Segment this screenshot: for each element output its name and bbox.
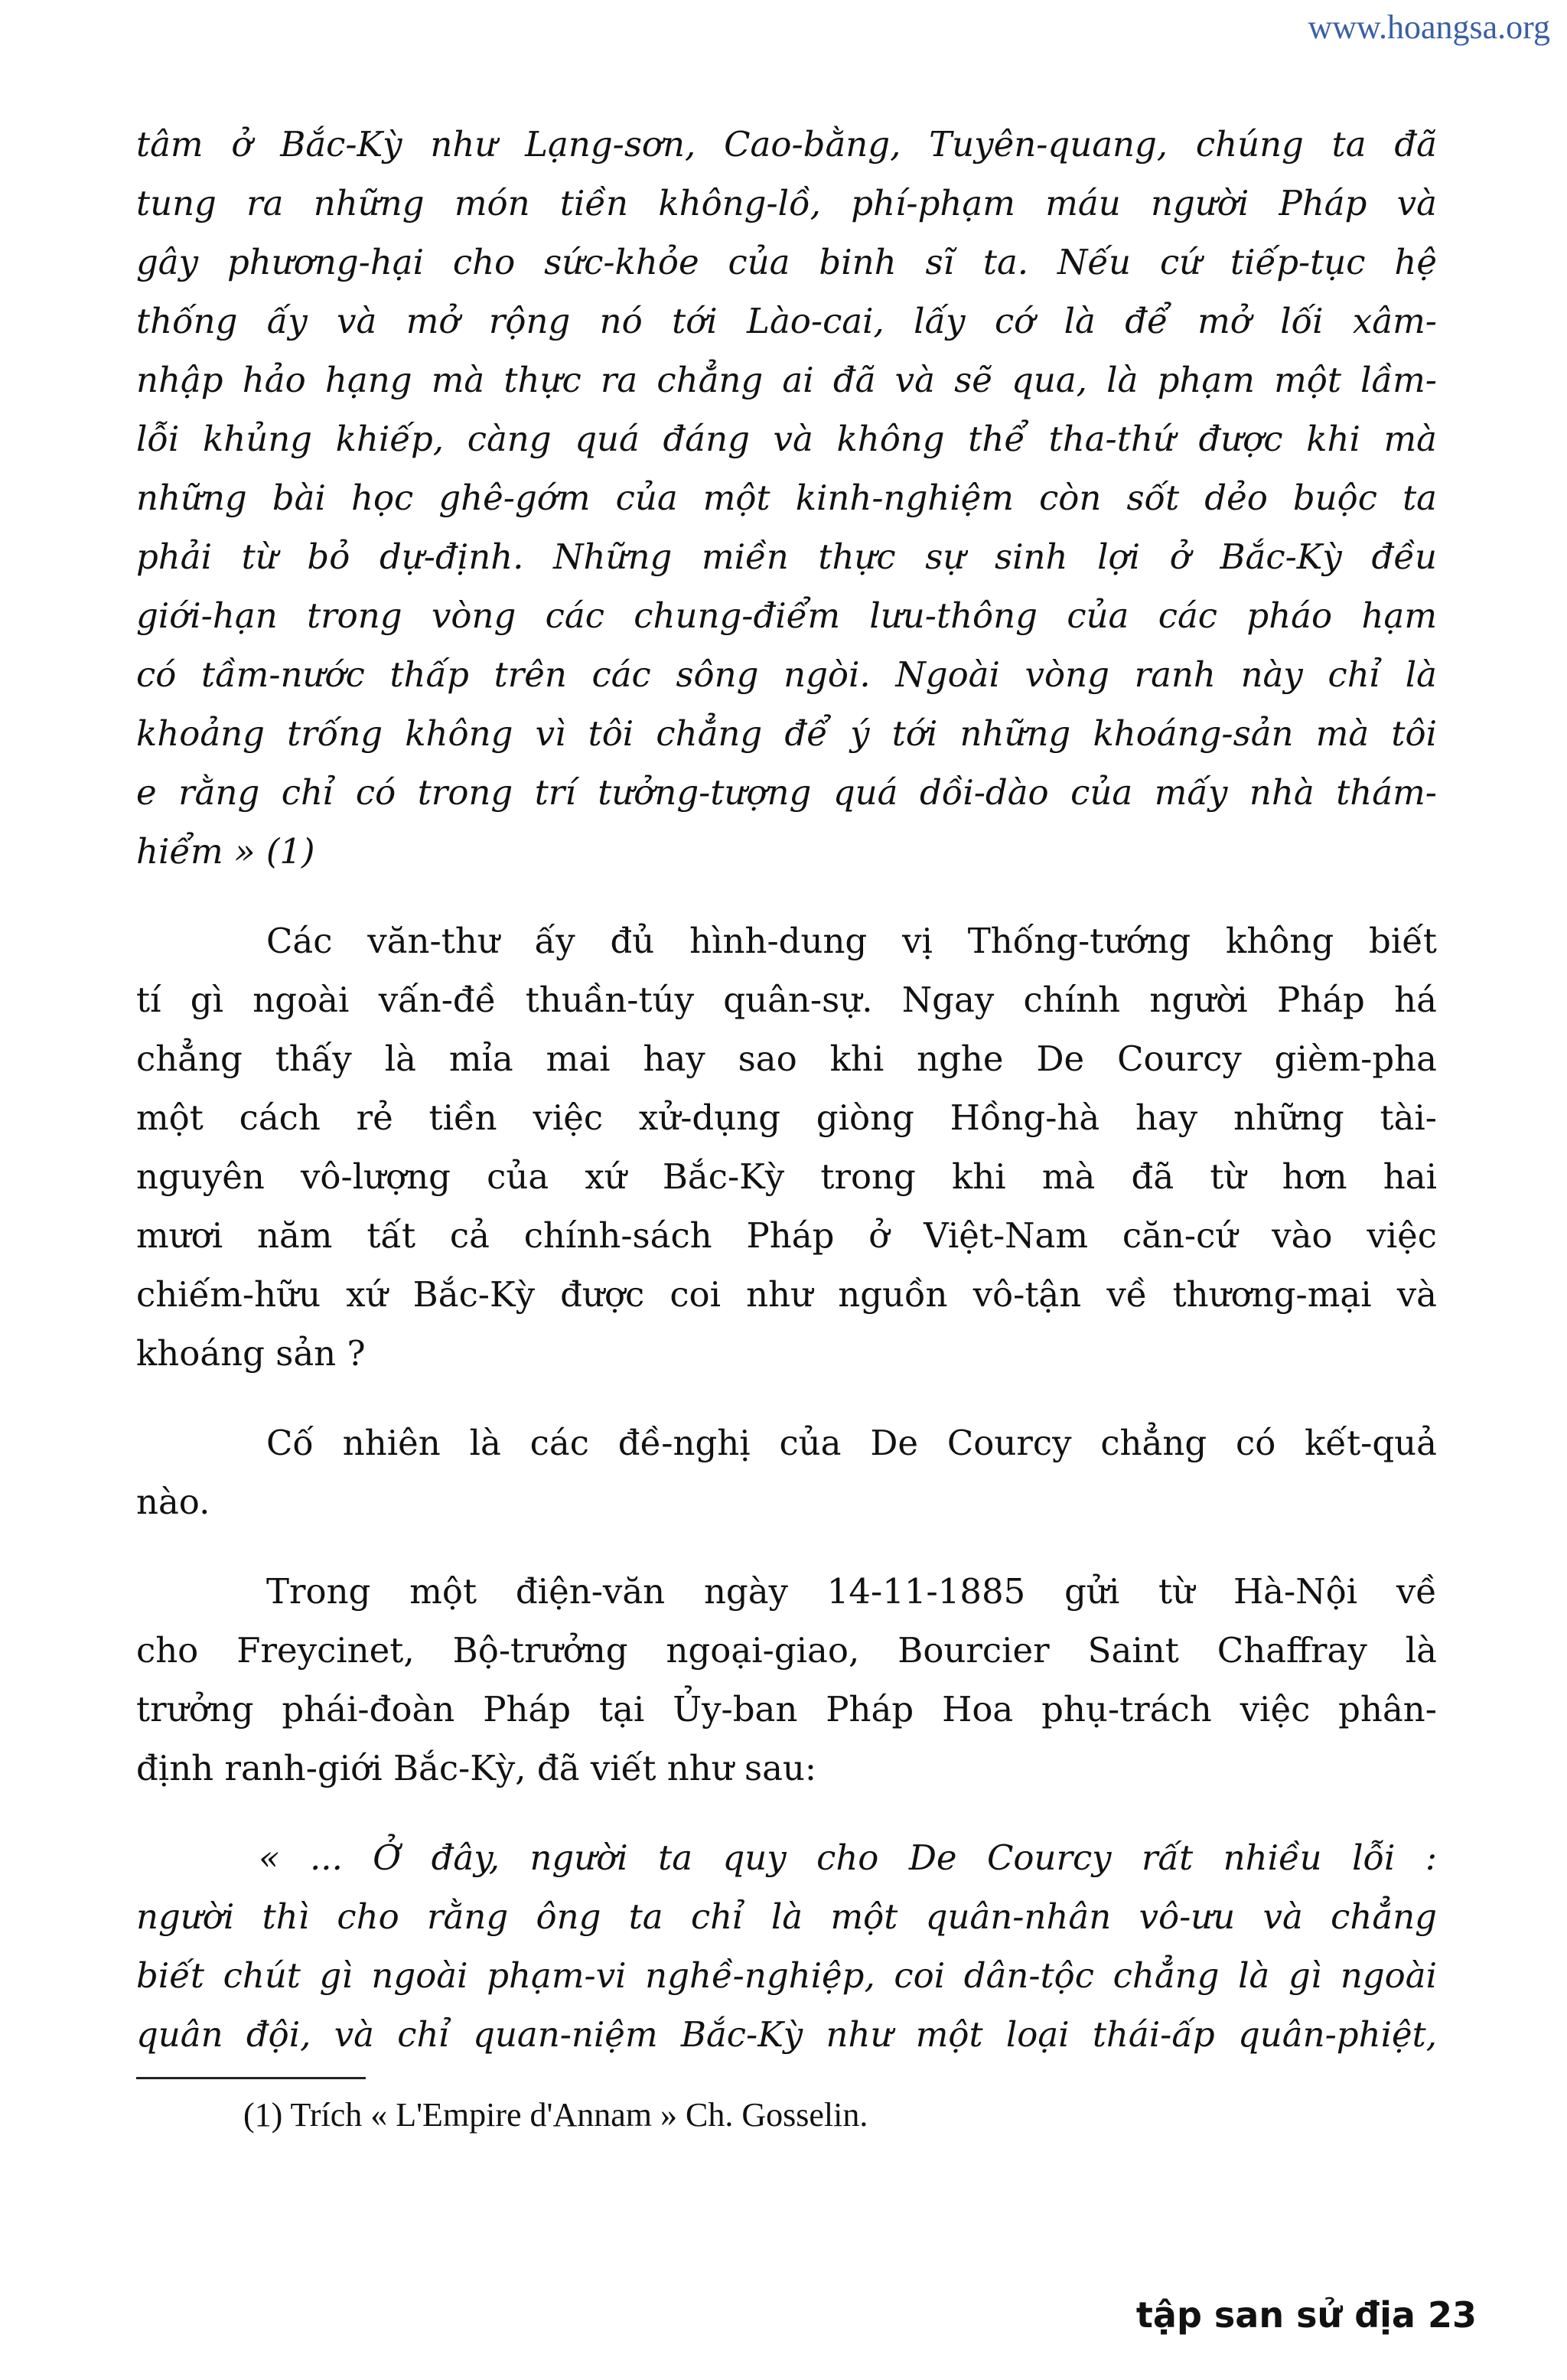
text-line: khoáng sản ? [136,1333,366,1374]
page-body [136,115,1437,2064]
text-line: có tầm-nước thấp trên các sông ngòi. Ngoài vòng ranh này chỉ là [136,654,1437,695]
footnote: (1) Trích « L'Empire d'Annam » Ch. Gosselin. [243,2096,868,2134]
text-line: chẳng thấy là mỉa mai hay sao khi nghe De Courcy gièm-pha [136,1038,1437,1079]
text-line: trưởng phái-đoàn Pháp tại Ủy-ban Pháp Hoa phụ-trách việc phân- [136,1689,1437,1730]
text-line: gây phương-hại cho sức-khỏe của binh sĩ ta. Nếu cứ tiếp-tục hệ [136,242,1437,282]
text-line: tung ra những món tiền không-lồ, phí-phạm máu người Pháp và [136,183,1437,223]
text-line: mươi năm tất cả chính-sách Pháp ở Việt-Nam căn-cứ vào việc [136,1215,1437,1256]
text-line: những bài học ghê-gớm của một kinh-nghiệm còn sốt dẻo buộc ta [136,478,1437,518]
text-line: biết chút gì ngoài phạm-vi nghề-nghiệp, coi dân-tộc chẳng là gì ngoài [136,1955,1437,1996]
footnote-divider [136,2077,366,2079]
page-footer [1136,2294,1477,2336]
site-url[interactable]: www.hoangsa.org [1308,8,1550,46]
text-line: định ranh-giới Bắc-Kỳ, đã viết như sau: [136,1748,817,1788]
text-line: khoảng trống không vì tôi chẳng để ý tới những khoáng-sản mà tôi [136,713,1437,754]
text-line: cho Freycinet, Bộ-trưởng ngoại-giao, Bourcier Saint Chaffray là [136,1630,1437,1671]
text-line: « ... Ở đây, người ta quy cho De Courcy rất nhiều lỗi : [259,1837,1437,1878]
text-line: nguyên vô-lượng của xứ Bắc-Kỳ trong khi mà đã từ hơn hai [136,1156,1437,1197]
text-line: chiếm-hữu xứ Bắc-Kỳ được coi như nguồn vô-tận về thương-mại và [136,1274,1437,1315]
text-line: Các văn-thư ấy đủ hình-dung vị Thống-tướng không biết [266,921,1437,961]
body-paragraph-1 [136,911,1437,1383]
body-paragraph-3 [136,1562,1437,1798]
text-line: Cố nhiên là các đề-nghị của De Courcy chẳng có kết-quả [266,1423,1437,1463]
text-line: tâm ở Bắc-Kỳ như Lạng-sơn, Cao-bằng, Tuyên-quang, chúng ta đã [136,124,1437,165]
text-line: phải từ bỏ dự-định. Những miền thực sự sinh lợi ở Bắc-Kỳ đều [136,536,1437,577]
text-line: thống ấy và mở rộng nó tới Lào-cai, lấy cớ là để mở lối xâm- [136,301,1437,341]
text-line: tí gì ngoài vấn-đề thuần-túy quân-sự. Ngay chính người Pháp há [136,980,1437,1020]
text-line: quân đội, và chỉ quan-niệm Bắc-Kỳ như một loại thái-ấp quân-phiệt, [136,2014,1437,2055]
text-line: một cách rẻ tiền việc xử-dụng giòng Hồng-hà hay những tài- [136,1097,1437,1138]
text-line: e rằng chỉ có trong trí tưởng-tượng quá dồi-dào của mấy nhà thám- [136,772,1437,813]
text-line: lỗi khủng khiếp, càng quá đáng và không thể tha-thứ được khi mà [136,419,1437,459]
text-line: Trong một điện-văn ngày 14-11-1885 gửi từ Hà-Nội về [266,1571,1437,1612]
body-paragraph-2 [136,1413,1437,1531]
text-line: nào. [136,1482,210,1522]
text-line: nhập hảo hạng mà thực ra chẳng ai đã và sẽ qua, là phạm một lầm- [136,360,1437,400]
quote-paragraph-1 [136,115,1437,881]
page-number: 23 [1427,2294,1477,2336]
quote-paragraph-2 [136,1828,1437,2064]
text-line: giới-hạn trong vòng các chung-điểm lưu-thông của các pháo hạm [136,595,1437,636]
text-line: hiểm » (1) [136,831,315,872]
journal-name: tập san sử địa [1135,2294,1416,2336]
text-line: người thì cho rằng ông ta chỉ là một quân-nhân vô-ưu và chẳng [136,1896,1437,1937]
